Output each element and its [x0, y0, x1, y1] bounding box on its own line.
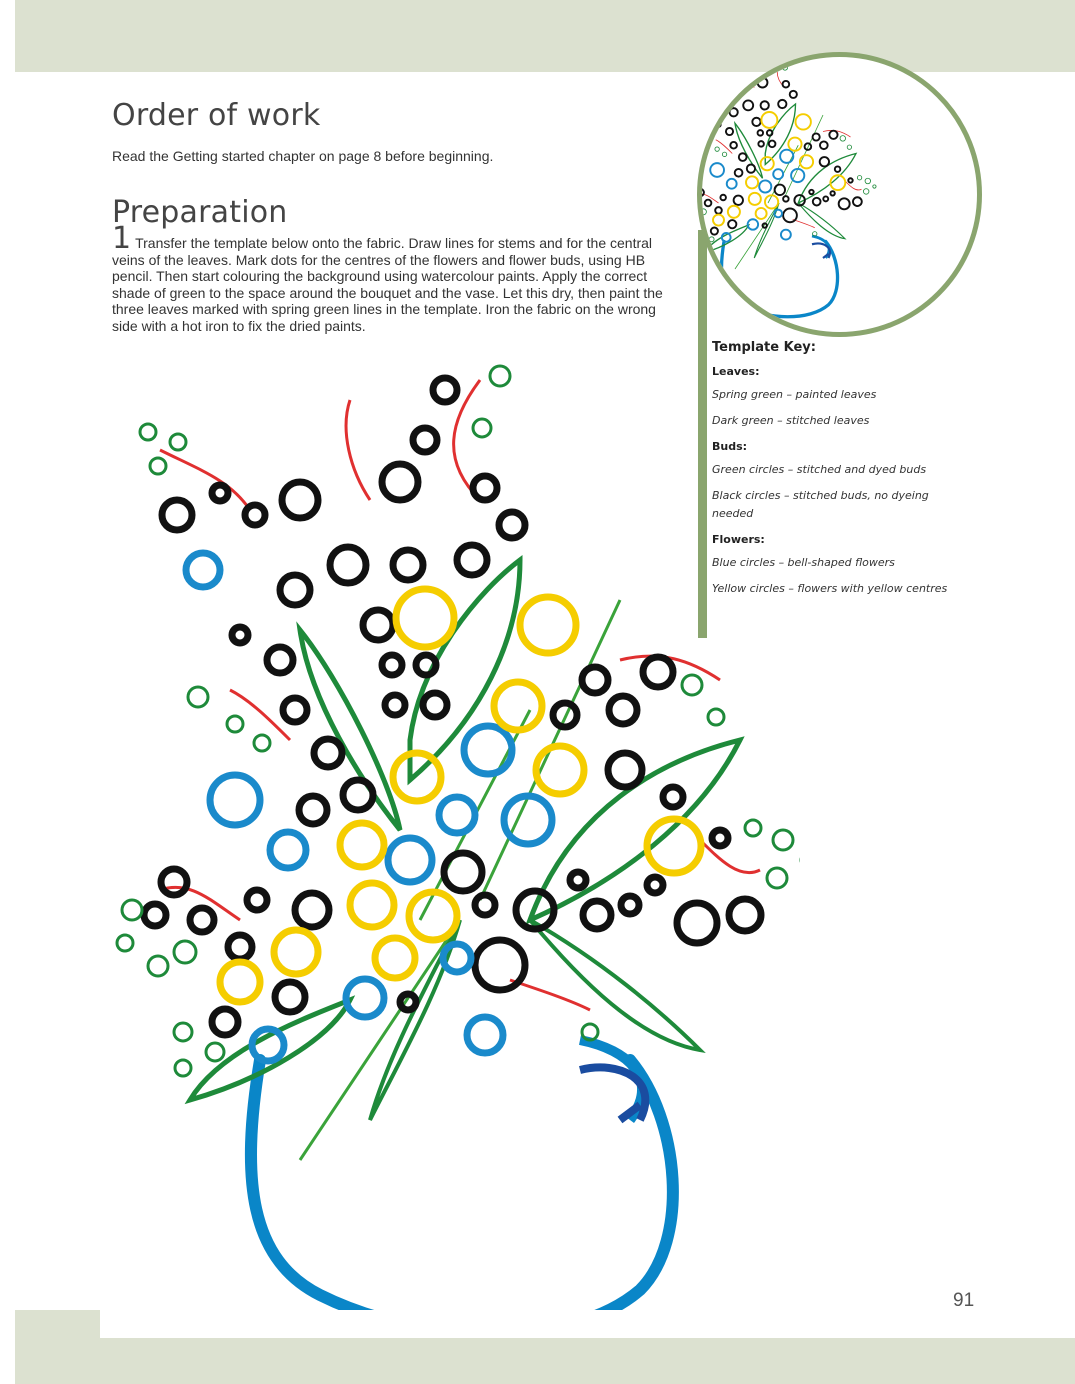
key-yellow-circles: Yellow circles – flowers with yellow centres: [712, 582, 948, 595]
key-green-circles: Green circles – stitched and dyed buds: [712, 463, 927, 476]
page-number: 91: [953, 1290, 975, 1311]
footer-page-edge: [100, 1310, 1075, 1338]
bouquet-thumbnail: [702, 57, 977, 332]
thumbnail-frame: [697, 52, 982, 337]
template-key-title: Template Key:: [712, 340, 816, 355]
flowers-heading: Flowers:: [712, 533, 765, 546]
leaves-heading: Leaves:: [712, 365, 760, 378]
key-spring-green: Spring green – painted leaves: [712, 388, 877, 401]
step-1-paragraph: [112, 221, 682, 334]
order-of-work-heading: Order of work: [112, 98, 321, 133]
key-black-circles: Black circles – stitched buds, no dyeing needed: [712, 489, 929, 520]
buds-heading: Buds:: [712, 440, 748, 453]
key-blue-circles: Blue circles – bell-shaped flowers: [712, 556, 895, 569]
intro-text: Read the Getting started chapter on page 8 before beginning.: [112, 148, 494, 164]
header-band: [15, 0, 1075, 72]
preparation-heading: Preparation: [112, 195, 288, 230]
step-number: 1: [112, 221, 132, 256]
key-dark-green: Dark green – stitched leaves: [712, 414, 870, 427]
bouquet-template: [100, 360, 800, 1350]
step-text: Transfer the template below onto the fabric. Draw lines for stems and for the central veins of the leaves. Mark dots for the centres of the flowers and flower buds, using HB pencil. Then start colouring the background using watercolour paints. Apply the correct shade of green to the space around the bouquet and the vase. Let this dry, then paint the three leaves marked with spring green lines in the template. Iron the fabric on the wrong side with a hot iron to fix the dried paints.: [112, 235, 663, 334]
